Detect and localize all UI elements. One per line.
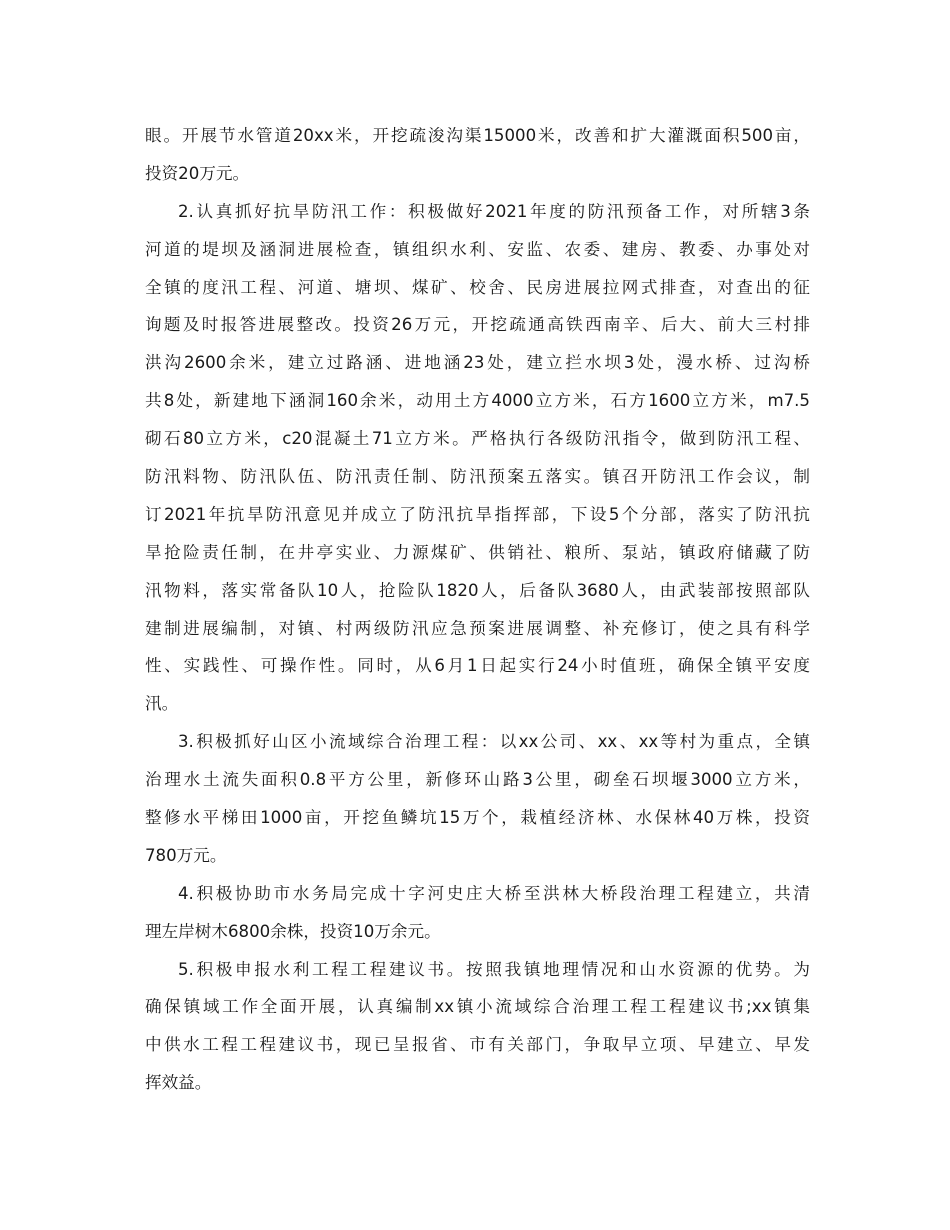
paragraph-5-start: 5.积极申报水利工程工程建议书。按照我镇地理情况和山水资源的优势。为 (178, 959, 810, 979)
text-line: 中供水工程工程建议书，现已呈报省、市有关部门，争取早立项、早建立、早发 (145, 1035, 810, 1055)
text-line: 理左岸树木6800余株，投资10万余元。 (145, 921, 441, 941)
text-line: 整修水平梯田1000亩，开挖鱼鳞坑15万个，栽植经济林、水保林40万株，投资 (145, 808, 810, 828)
text-line: 投资20万元。 (145, 163, 250, 183)
text-line: 共8处，新建地下涵洞160余米，动用土方4000立方米，石方1600立方米，m7.5 (145, 391, 810, 411)
text-line: 确保镇域工作全面开展，认真编制xx镇小流域综合治理工程工程建议书;xx镇集 (145, 997, 810, 1017)
text-line: 防汛料物、防汛队伍、防汛责任制、防汛预案五落实。镇召开防汛工作会议，制 (145, 467, 810, 487)
text-line: 建制进展编制，对镇、村两级防汛应急预案进展调整、补充修订，使之具有科学 (145, 618, 810, 638)
text-line: 汛物料，落实常备队10人，抢险队1820人，后备队3680人，由武装部按照部队 (145, 580, 810, 600)
paragraph-3-start: 3.积极抓好山区小流域综合治理工程：以xx公司、xx、xx等村为重点，全镇 (178, 732, 810, 752)
text-line: 汛。 (145, 694, 179, 714)
paragraph-2-start: 2.认真抓好抗旱防汛工作：积极做好2021年度的防汛预备工作，对所辖3条 (178, 201, 810, 221)
text-line: 眼。开展节水管道20xx米，开挖疏浚沟渠15000米，改善和扩大灌溉面积500亩， (145, 126, 810, 145)
text-line: 河道的堤坝及涵洞进展检查，镇组织水利、安监、农委、建房、教委、办事处对 (145, 239, 810, 259)
text-line: 治理水土流失面积0.8平方公里，新修环山路3公里，砌垒石坝堰3000立方米， (145, 770, 810, 790)
text-line: 旱抢险责任制，在井亭实业、力源煤矿、供销社、粮所、泵站，镇政府储藏了防 (145, 542, 810, 562)
text-line: 780万元。 (145, 845, 227, 865)
text-line: 询题及时报答进展整改。投资26万元，开挖疏通高铁西南辛、后大、前大三村排 (145, 315, 810, 335)
text-line: 砌石80立方米，c20混凝土71立方米。严格执行各级防汛指令，做到防汛工程、 (145, 429, 810, 449)
document-body (145, 117, 810, 1102)
text-line: 挥效益。 (145, 1073, 212, 1093)
text-line: 全镇的度汛工程、河道、塘坝、煤矿、校舍、民房进展拉网式排查，对查出的征 (145, 277, 810, 297)
text-line: 洪沟2600余米，建立过路涵、进地涵23处，建立拦水坝3处，漫水桥、过沟桥 (145, 353, 810, 373)
text-line: 性、实践性、可操作性。同时，从6月1日起实行24小时值班，确保全镇平安度 (145, 656, 810, 676)
paragraph-4-start: 4.积极协助市水务局完成十字河史庄大桥至洪林大桥段治理工程建立，共清 (178, 883, 810, 903)
text-line: 订2021年抗旱防汛意见并成立了防汛抗旱指挥部，下设5个分部，落实了防汛抗 (145, 504, 810, 524)
